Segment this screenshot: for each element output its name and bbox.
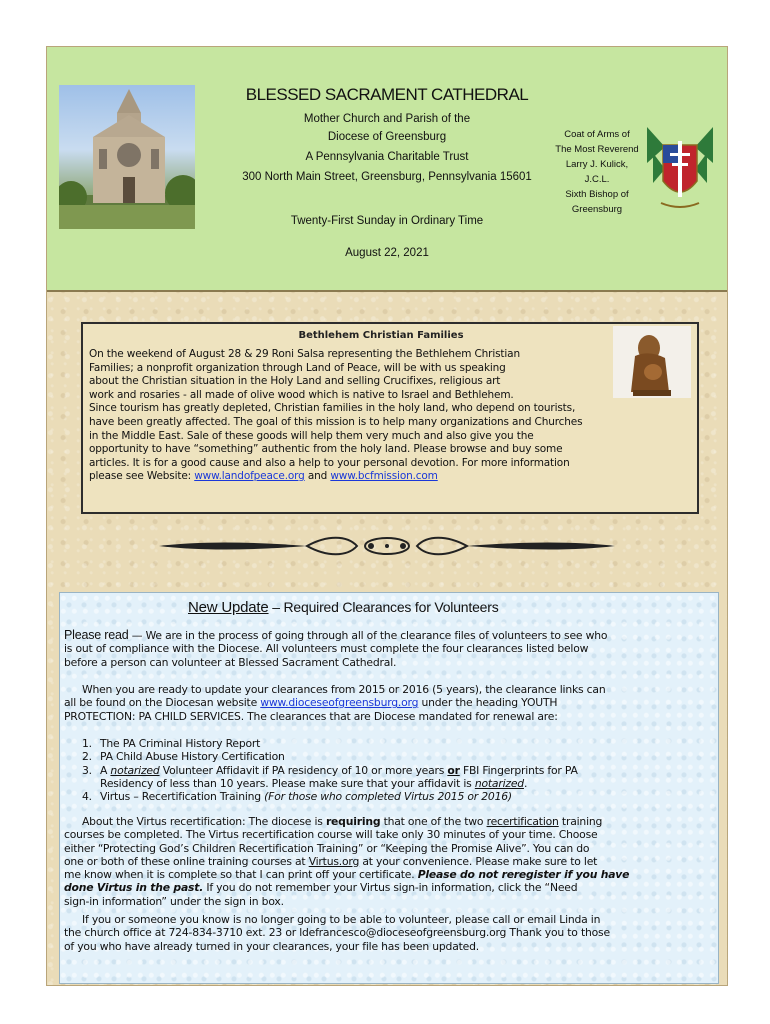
- coa-caption-line: Larry J. Kulick,: [565, 159, 629, 170]
- ornamental-divider: [157, 535, 617, 557]
- do-not-reregister-emphasis: Please do not reregister if you have: [417, 868, 630, 882]
- recertification-emphasis: recertification: [486, 815, 559, 828]
- notice-line-text: and: [304, 470, 331, 483]
- coa-caption-line: J.C.L.: [584, 174, 610, 185]
- notice-line: Families; a nonprofit organization through Land of Peace, will be with us speaking: [89, 361, 506, 374]
- paragraph-text: at your convenience. Please make sure to let: [359, 854, 598, 868]
- paragraph-text: me know when it is complete so that I can print off your certificate.: [64, 868, 418, 882]
- list-item: 1. The PA Criminal History Report: [82, 737, 261, 750]
- paragraph-line: is out of compliance with the Diocese. All volunteers must complete the four clearances listed below: [64, 642, 589, 656]
- notice-line: articles. It is for a good cause and also a help to your personal devotion. For more information: [89, 456, 570, 469]
- paragraph-text: About the Virtus recertification: The diocese is: [82, 815, 326, 828]
- notarized-emphasis: notarized: [110, 763, 160, 777]
- list-item-text: PA Child Abuse History Certification: [100, 750, 285, 764]
- heading-text: – Required Clearances for Volunteers: [268, 599, 499, 615]
- coa-caption-line: Coat of Arms of: [564, 129, 630, 140]
- notice-line: Since tourism has greatly depleted, Christian families in the holy land, who depend on tourists,: [89, 402, 576, 415]
- new-update-label: New Update: [188, 599, 269, 616]
- list-item-text: A: [100, 763, 111, 777]
- intro-paragraph: [64, 629, 714, 669]
- paragraph-line: [64, 815, 714, 828]
- bcfmission-link[interactable]: www.bcfmission.com: [330, 470, 438, 483]
- or-emphasis: or: [447, 763, 460, 777]
- coa-caption-line: The Most Reverend: [555, 144, 639, 155]
- paragraph-line: If you or someone you know is no longer going to be able to volunteer, please call or email Linda in: [82, 913, 601, 926]
- header-line-2: Diocese of Greensburg: [327, 131, 447, 143]
- update-paragraph: [64, 683, 714, 723]
- notice-line: have been greatly affected. The goal of this mission is to help many organizations and Churches: [89, 415, 583, 428]
- list-item: 2. PA Child Abuse History Certification: [82, 750, 285, 764]
- notice-body: [89, 348, 689, 484]
- header-line-1: Mother Church and Parish of the: [303, 113, 471, 125]
- cathedral-title: BLESSED SACRAMENT CATHEDRAL: [245, 85, 529, 104]
- diocese-website-link[interactable]: www.dioceseofgreensburg.org: [260, 696, 419, 710]
- cathedral-photo: [59, 85, 195, 229]
- paragraph-text: that one of the two: [380, 815, 487, 828]
- paragraph-line: either “Protecting God’s Children Recertification Training” or “Keeping the Promise Alive”. You can do: [64, 841, 590, 855]
- notice-line: about the Christian situation in the Holy Land and selling Crucifixes, religious art: [89, 375, 501, 388]
- contact-paragraph: [64, 913, 714, 953]
- paragraph-text: one or both of these online training courses at: [64, 854, 309, 868]
- requiring-emphasis: requiring: [325, 815, 381, 828]
- header-line-3: A Pennsylvania Charitable Trust: [305, 151, 469, 163]
- clearances-notice: [59, 592, 719, 984]
- landofpeace-link[interactable]: www.landofpeace.org: [194, 470, 305, 483]
- notice-line: work and rosaries - all made of olive wood which is native to Israel and Bethlehem.: [89, 388, 514, 401]
- bulletin-page: [46, 46, 728, 986]
- list-item: 3. A notarized Volunteer Affidavit if PA residency of 10 or more years or FBI Fingerprints for PA: [82, 763, 578, 777]
- list-item: 4. Virtus – Recertification Training (For those who completed Virtus 2015 or 2016): [82, 790, 512, 804]
- header-address: 300 North Main Street, Greensburg, Pennsylvania 15601: [242, 171, 532, 183]
- virtus-site-text: Virtus.org: [308, 854, 360, 868]
- paragraph-text: — We are in the process of going through all of the clearance files of volunteers to see who: [128, 629, 608, 642]
- do-not-reregister-emphasis: done Virtus in the past.: [64, 881, 204, 895]
- paragraph-line: [64, 629, 714, 642]
- bethlehem-families-notice: [81, 322, 699, 514]
- paragraph-line: before a person can volunteer at Blessed Sacrament Cathedral.: [64, 655, 397, 669]
- paragraph-text: all be found on the Diocesan website: [64, 696, 261, 710]
- please-read-label: Please read: [64, 628, 129, 642]
- paragraph-line: [64, 696, 714, 709]
- paragraph-line: [64, 881, 714, 894]
- coa-caption-line: Sixth Bishop of: [565, 189, 629, 200]
- paragraph-line: the church office at 724-834-3710 ext. 23 or ldefrancesco@dioceseofgreensburg.org Thank you to those: [64, 926, 610, 940]
- coat-of-arms-caption: [543, 127, 651, 217]
- notice-line: in the Middle East. Sale of these goods will help them very much and also give you the: [89, 429, 534, 442]
- paragraph-text: under the heading YOUTH: [418, 696, 558, 710]
- bulletin-header: [47, 47, 727, 292]
- notice-line: opportunity to have “something” authentic from the holy land. Please browse and buy some: [89, 443, 563, 456]
- notarized-emphasis: notarized: [474, 776, 524, 790]
- paragraph-text: If you do not remember your Virtus sign-in information, click the “Need: [203, 881, 578, 895]
- virtus-paragraph: [64, 815, 714, 908]
- notice-line: [89, 470, 689, 484]
- paragraph-line: [64, 855, 714, 868]
- list-item-continued: [82, 777, 702, 790]
- list-item-text: Virtus – Recertification Training: [100, 790, 265, 804]
- notice-title: Bethlehem Christian Families: [298, 330, 464, 341]
- list-item-text: FBI Fingerprints for PA: [459, 763, 578, 777]
- clearances-heading: [188, 601, 608, 614]
- paragraph-line: of you who have already turned in your clearances, your file has been updated.: [64, 939, 479, 953]
- list-item-text: Residency of less than 10 years. Please make sure that your affidavit is: [100, 776, 475, 790]
- coa-caption-line: Greensburg: [571, 204, 623, 215]
- list-item-text: The PA Criminal History Report: [100, 737, 261, 750]
- notice-line-text: please see Website:: [89, 470, 195, 483]
- list-item-text: Volunteer Affidavit if PA residency of 10 or more years: [159, 763, 448, 777]
- list-item-text: .: [523, 776, 528, 790]
- liturgical-date: Twenty-First Sunday in Ordinary Time: [290, 215, 484, 227]
- paragraph-line: PROTECTION: PA CHILD SERVICES. The clearances that are Diocese mandated for renewal are:: [64, 709, 558, 723]
- paragraph-line: [64, 868, 714, 881]
- clearance-list: [82, 737, 702, 803]
- notice-line: On the weekend of August 28 & 29 Roni Salsa representing the Bethlehem Christian: [89, 348, 520, 360]
- coat-of-arms-image: [643, 123, 717, 215]
- paragraph-line: sign-in information” under the sign in box.: [64, 894, 284, 908]
- paragraph-line: When you are ready to update your clearances from 2015 or 2016 (5 years), the clearance links can: [82, 683, 606, 696]
- paragraph-line: courses be completed. The Virtus recertification course will take only 30 minutes of your time. Choose: [64, 828, 598, 842]
- bulletin-date: August 22, 2021: [345, 247, 429, 259]
- paragraph-text: training: [558, 815, 603, 828]
- virtus-note: (For those who completed Virtus 2015 or 2016): [264, 790, 512, 804]
